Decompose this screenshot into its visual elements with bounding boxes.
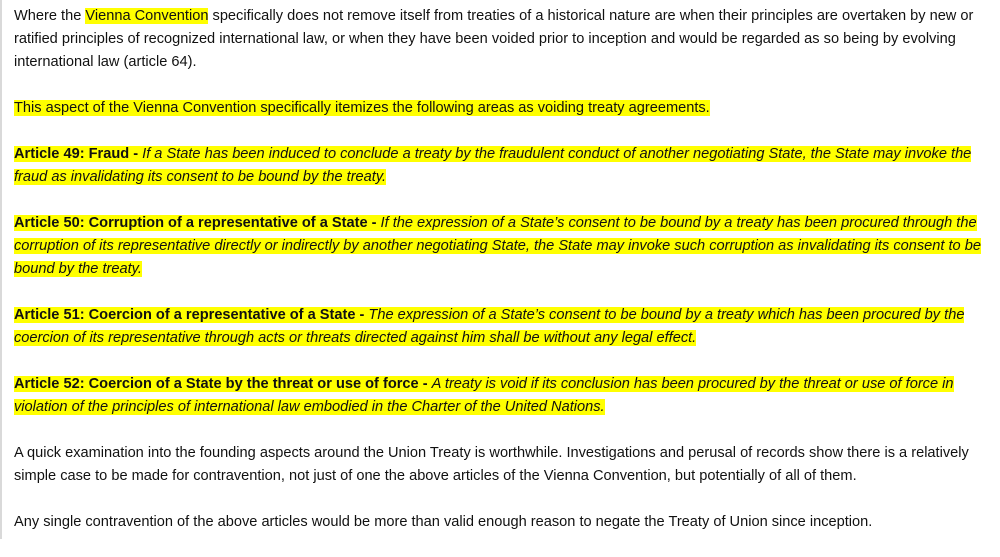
aspect-paragraph xyxy=(14,97,996,120)
article-52-text: A treaty is void if its conclusion has been procured by the threat or use of force in violation of the principles of international law embodied in the Charter of the United Nations. xyxy=(14,376,954,415)
article-49-paragraph xyxy=(14,143,996,189)
intro-text-before: Where the xyxy=(14,8,86,24)
article-49-text: If a State has been induced to conclude a treaty by the fraudulent conduct of another negotiating State, the State may invoke the fraud as invalidating its consent to be bound by the treaty. xyxy=(14,146,972,185)
article-52-title: Article 52: Coercion of a State by the threat or use of force - xyxy=(14,376,432,392)
article-51-title: Article 51: Coercion of a representative of a State - xyxy=(14,307,369,323)
article-50-text: If the expression of a State’s consent to be bound by a treaty has been procured through the corruption of its representative directly or indirectly by another negotiating State, the State may invoke such corruption as invalidating its consent to be bound by the treaty. xyxy=(14,215,981,277)
article-52-paragraph xyxy=(14,373,996,419)
article-51-paragraph xyxy=(14,304,996,350)
article-49-title: Article 49: Fraud - xyxy=(14,146,143,162)
left-border xyxy=(0,0,2,539)
intro-text-after: specifically does not remove itself from treaties of a historical nature are when their principles are overtaken by new or ratified principles of recognized international law, or when they have been voided prior to inception and would be regarded as so being by evolving international law (article 64). xyxy=(14,8,974,70)
aspect-text: This aspect of the Vienna Convention specifically itemizes the following areas as voiding treaty agreements. xyxy=(14,100,710,116)
intro-paragraph xyxy=(14,5,996,74)
article-51-text: The expression of a State’s consent to be bound by a treaty which has been procured by the coercion of its representative through acts or threats directed against him shall be without any legal effect. xyxy=(14,307,965,346)
article-body xyxy=(14,5,996,557)
conclusion-paragraph: Any single contravention of the above articles would be more than valid enough reason to negate the Treaty of Union since inception. xyxy=(14,514,873,530)
article-50-paragraph xyxy=(14,212,996,281)
article-50-title: Article 50: Corruption of a representative of a State - xyxy=(14,215,381,231)
examination-paragraph: A quick examination into the founding aspects around the Union Treaty is worthwhile. Investigations and perusal of records show there is a relatively simple case to be made for contravention, not just of one the above articles of the Vienna Convention, but potentially of all of them. xyxy=(14,445,969,484)
vienna-convention-highlight: Vienna Convention xyxy=(85,8,209,24)
